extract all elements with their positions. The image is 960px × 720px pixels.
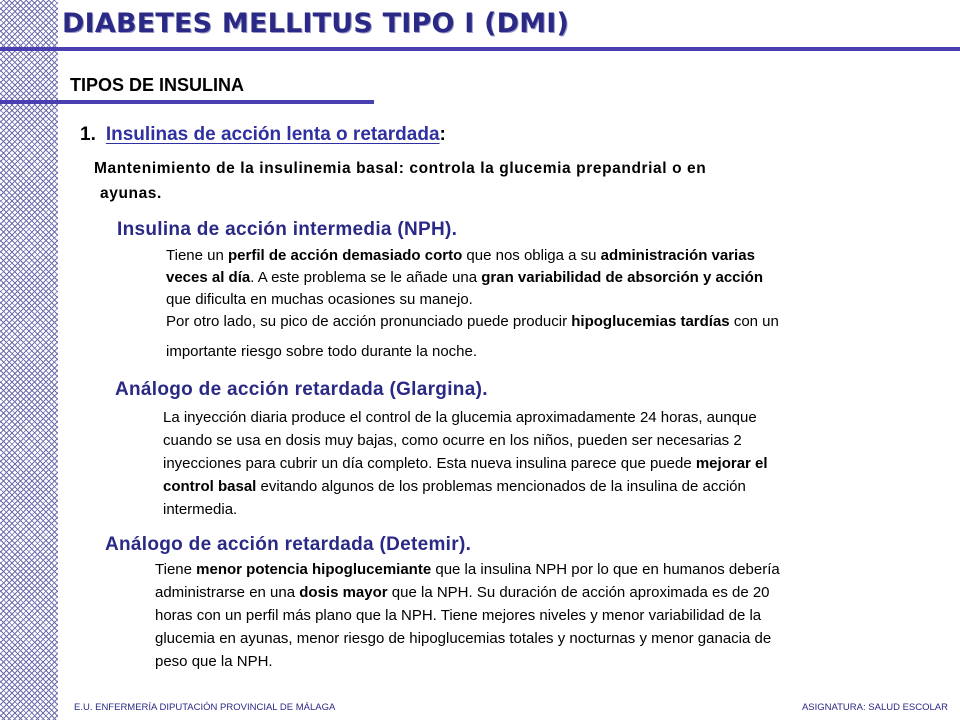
- glargina-heading: Análogo de acción retardada (Glargina).: [115, 379, 488, 400]
- title-divider: [0, 47, 960, 51]
- paragraph-line: La inyección diaria produce el control de la glucemia aproximadamente 24 horas, aunque: [163, 409, 757, 426]
- paragraph-line: importante riesgo sobre todo durante la noche.: [166, 343, 478, 360]
- list-item-heading: [80, 124, 446, 146]
- slide-title: DIABETES MELLITUS TIPO I (DMI): [62, 8, 570, 39]
- paragraph-line: que dificulta en muchas ocasiones su manejo.: [166, 291, 473, 308]
- paragraph-line: veces al día. A este problema se le añade una gran variabilidad de absorción y acción: [166, 269, 763, 286]
- detemir-heading: Análogo de acción retardada (Detemir).: [105, 534, 472, 555]
- section-divider: [0, 100, 374, 104]
- paragraph-line: cuando se usa en dosis muy bajas, como ocurre en los niños, pueden ser necesarias 2: [163, 432, 742, 449]
- detemir-paragraph: [155, 558, 780, 673]
- paragraph-line: Tiene un perfil de acción demasiado corto que nos obliga a su administración varias: [166, 247, 755, 264]
- paragraph-line: intermedia.: [163, 501, 238, 518]
- paragraph-line: inyecciones para cubrir un día completo. Esta nueva insulina parece que puede mejorar el: [163, 455, 768, 472]
- nph-heading: Insulina de acción intermedia (NPH).: [117, 219, 458, 240]
- paragraph-line: horas con un perfil más plano que la NPH. Tiene mejores niveles y menor variabilidad de la: [155, 607, 762, 624]
- glargina-paragraph: [163, 406, 768, 521]
- nph-paragraph: [166, 245, 779, 363]
- paragraph-line: administrarse en una dosis mayor que la NPH. Su duración de acción aproximada es de 20: [155, 584, 770, 601]
- paragraph-line: control basal evitando algunos de los problemas mencionados de la insulina de acción: [163, 478, 746, 495]
- paragraph-line: glucemia en ayunas, menor riesgo de hipoglucemias totales y nocturnas y menor ganacia de: [155, 630, 772, 647]
- description-line: ayunas.: [100, 185, 162, 202]
- paragraph-line: peso que la NPH.: [155, 653, 273, 670]
- list-item-description: [94, 156, 894, 206]
- list-item-colon: :: [439, 124, 446, 145]
- section-title: TIPOS DE INSULINA: [70, 75, 245, 95]
- footer-course: ASIGNATURA: SALUD ESCOLAR: [801, 702, 948, 713]
- description-line: Mantenimiento de la insulinemia basal: controla la glucemia prepandrial o en: [94, 160, 707, 177]
- paragraph-line: Por otro lado, su pico de acción pronunciado puede producir hipoglucemias tardías con un: [166, 313, 779, 330]
- footer-institution: E.U. ENFERMERÍA DIPUTACIÓN PROVINCIAL DE MÁLAGA: [74, 702, 336, 713]
- paragraph-line: Tiene menor potencia hipoglucemiante que la insulina NPH por lo que en humanos debería: [155, 561, 780, 578]
- list-item-title: Insulinas de acción lenta o retardada: [105, 124, 440, 145]
- list-item-number: 1.: [80, 124, 96, 145]
- decorative-side-strip: [0, 0, 58, 720]
